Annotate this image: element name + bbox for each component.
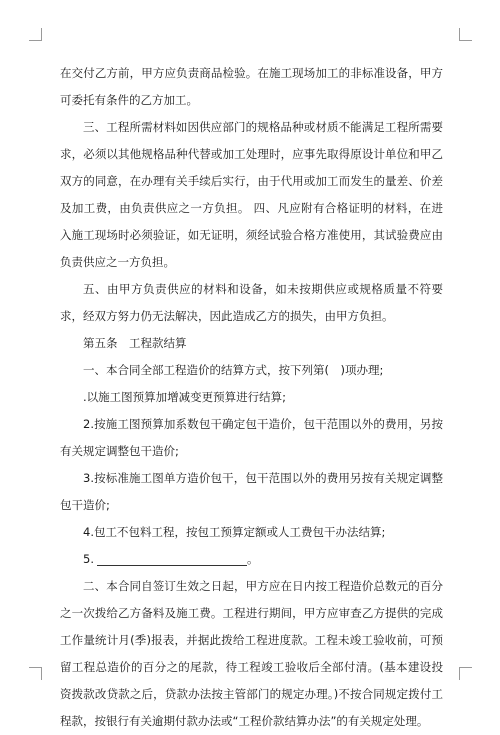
list-item-3: 3.按标准施工图单方造价包干，包干范围以外的费用另按有关规定调整包干造价; (60, 471, 443, 512)
list-item-5-suffix: 。 (246, 552, 259, 566)
crop-mark-top-left (29, 28, 42, 41)
paragraph-payment-terms: 二、本合同自签订生效之日起，甲方应在日内按工程造价总数元的百分之一次拨给乙方备料及施工费。工程进行期间，甲方应审查乙方提供的完成工作量统计月(季)报表，并据此拨给工程进度款。工程未竣工验收前，可预留工程总造价的百分之的尾款，待工程竣工验收后全部付清。(基本建设投资拨款改贷款之后，贷款办法按主管部门的规定办理。)不按合同规定拨付工程款，按银行有关逾期付款办法或“工程价款结算办法”的有关规定处理。 (60, 579, 443, 728)
list-item-4: 4.包工不包料工程，按包工预算定额或人工费包干办法结算; (83, 525, 386, 539)
crop-mark-bottom-left (29, 667, 42, 680)
list-item-1: .以施工图预算加增减变更预算进行结算; (83, 390, 287, 404)
list-item-2: 2.按施工图预算加系数包干确定包干造价，包干范围以外的费用，另按有关规定调整包干造价; (60, 417, 443, 458)
document-body (60, 60, 443, 735)
paragraph-settlement-method: 一、本合同全部工程造价的结算方式，按下列第( )项办理; (83, 363, 384, 377)
list-item-5 (60, 546, 443, 573)
paragraph-inspection: 在交付乙方前，甲方应负责商品检验。在施工现场加工的非标准设备，甲方可委托有条件的乙方加工。 (60, 66, 443, 107)
list-item-5-prefix: 5. (83, 552, 94, 566)
section-heading-article-5: 第五条 工程款结算 (83, 336, 187, 350)
crop-mark-bottom-right (459, 667, 472, 680)
crop-mark-top-right (459, 28, 472, 41)
paragraph-clause-5: 五、由甲方负责供应的材料和设备，如未按期供应或规格质量不符要求，经双方努力仍无法解决，因此造成乙方的损失，由甲方负担。 (60, 282, 443, 323)
paragraph-clause-3-4: 三、工程所需材料如因供应部门的规格品种或材质不能满足工程所需要求，必须以其他规格品种代替或加工处理时，应事先取得原设计单位和甲乙双方的同意，在办理有关手续后实行，由于代用或加工而发生的量差、价差及加工费，由负责供应之一方负担。 四、凡应附有合格证明的材料，在进入施工现场时必须验证，如无证明，须经试验合格方准使用，其试验费应由负责供应之一方负担。 (60, 120, 443, 269)
fill-in-blank-line (97, 551, 247, 566)
